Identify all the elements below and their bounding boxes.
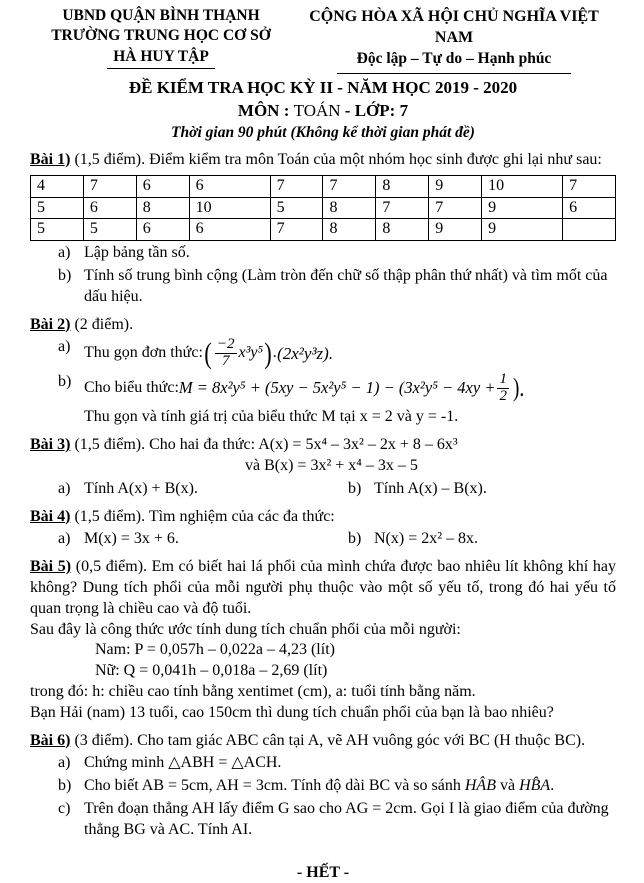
exam-title: ĐỀ KIỂM TRA HỌC KỲ II - NĂM HỌC 2019 - 2020 [128, 77, 518, 97]
exercise-6-item-c [58, 799, 616, 841]
fraction-numerator: −2 [216, 336, 235, 353]
item-text-mid: và [495, 777, 520, 795]
exercise-6-item-b [58, 776, 616, 797]
exercise-6-intro: (3 điểm). Cho tam giác ABC cân tại A, vẽ AH vuông góc với BC (H thuộc BC). [70, 731, 586, 749]
item-text: Tính A(x) + B(x). [84, 479, 198, 497]
item-text: N(x) = 2x² – 8x. [374, 530, 479, 548]
score-cell: 5 [31, 219, 84, 241]
score-cell: 6 [136, 219, 189, 241]
item-label: b) [58, 372, 72, 390]
item-text-pre: Cho biết AB = 5cm, AH = 3cm. Tính độ dài BC và so sánh [84, 777, 465, 795]
score-cell: 10 [482, 175, 563, 197]
exercise-4-intro: (1,5 điểm). Tìm nghiệm của các đa thức: [70, 507, 335, 525]
exercise-1-item-a [58, 243, 616, 264]
angle-notation-1: HÂB [464, 777, 496, 795]
exam-subject-line [30, 100, 616, 122]
monomial-prompt: Thu gọn đơn thức: [84, 344, 203, 362]
score-cell: 8 [136, 197, 189, 219]
national-motto-block [292, 6, 616, 74]
multiply-dot: . [273, 344, 278, 362]
item-text: Trên đoạn thẳng AH lấy điểm G sao cho AG = 2cm. Gọi I là giao điểm của đường thẳng BG và AC. Tính AI. [84, 799, 609, 838]
exercise-2-intro: (2 điểm). [70, 315, 134, 333]
score-cell: 8 [323, 197, 376, 219]
document-header [30, 6, 616, 74]
exercise-5-question: Bạn Hải (nam) 13 tuổi, cao 150cm thì dung tích chuẩn phổi của bạn là bao nhiêu? [30, 703, 554, 721]
score-cell: 8 [376, 175, 429, 197]
exercise-2-item-a [58, 337, 616, 370]
exercise-3-item-a [58, 479, 348, 500]
nation-title: CỘNG HÒA XÃ HỘI CHỦ NGHĨA VIỆT NAM [309, 8, 599, 47]
subject-name: TOÁN [293, 100, 341, 120]
item-text: Tính số trung bình cộng (Làm tròn đến chữ số thập phân thứ nhất) và tìm mốt của dấu hiệu. [84, 266, 608, 305]
subject-label: MÔN : [237, 100, 294, 120]
exercise-4-item-a [58, 529, 348, 550]
score-cell: 9 [429, 175, 482, 197]
item-text [84, 337, 616, 370]
exercise-1-heading [30, 150, 616, 171]
exercise-1-label: Bài 1) [30, 151, 71, 168]
item-text: Tính A(x) – B(x). [374, 479, 487, 497]
score-cell: 9 [482, 219, 563, 241]
monomial-term-2: (2x²y³z). [277, 343, 334, 363]
fraction-denominator: 7 [221, 353, 230, 370]
item-text [84, 776, 616, 797]
exercise-1-item-b [58, 266, 616, 308]
score-table [30, 175, 616, 241]
exercise-3 [30, 435, 616, 499]
expression-prompt: Cho biểu thức: [84, 378, 179, 396]
female-formula: Nữ: Q = 0,041h – 0,018a – 2,69 (lít) [95, 662, 328, 680]
exercise-5 [30, 557, 616, 723]
score-cell: 6 [136, 175, 189, 197]
score-cell: 8 [376, 219, 429, 241]
exercise-6-heading [30, 731, 616, 752]
school-name: HÀ HUY TẬP [107, 47, 215, 69]
item-label: a) [58, 754, 71, 772]
exercise-3-label: Bài 3) [30, 436, 71, 454]
exercise-4-items [58, 529, 616, 550]
item-text: Chứng minh △ABH = △ACH. [84, 754, 282, 772]
angle-notation-2: HB̂A [519, 777, 551, 795]
score-cell: 5 [270, 197, 323, 219]
grade-label: - LỚP: 7 [340, 100, 409, 120]
score-cell: 6 [83, 197, 136, 219]
score-cell: 7 [376, 197, 429, 219]
item-label: a) [58, 244, 71, 262]
close-paren: ) [264, 336, 272, 370]
exam-duration: Thời gian 90 phút (Không kể thời gian phát đề) [171, 123, 475, 141]
item-label: b) [58, 777, 72, 795]
score-cell: 7 [270, 175, 323, 197]
item-text: Lập bảng tần số. [84, 244, 190, 262]
table-row [31, 219, 616, 241]
close-paren: ). [512, 373, 525, 403]
item-text [84, 372, 616, 405]
exercise-6-item-a [58, 753, 616, 774]
score-cell: 9 [482, 197, 563, 219]
exercise-2-note: Thu gọn và tính giá trị của biểu thức M tại x = 2 và y = -1. [84, 408, 459, 426]
end-marker: - HẾT - [296, 863, 350, 881]
score-cell: 7 [323, 175, 376, 197]
exercise-5-label: Bài 5) [30, 558, 72, 576]
fraction-numerator: 1 [499, 370, 507, 387]
item-text-end: . [550, 777, 555, 795]
issuing-authority-block [30, 6, 292, 74]
exercise-2 [30, 315, 616, 429]
exercise-2-heading [30, 315, 616, 336]
fraction [497, 372, 509, 405]
monomial-formula [203, 337, 333, 370]
expression-formula [179, 372, 526, 405]
variables-note: trong đó: h: chiều cao tính bằng xentimet (cm), a: tuổi tính bằng năm. [30, 682, 476, 700]
exercise-3-heading [30, 435, 616, 456]
score-cell: 7 [429, 197, 482, 219]
exercise-5-paragraph [30, 557, 616, 619]
score-cell [563, 219, 616, 241]
exercise-4-label: Bài 4) [30, 507, 71, 525]
score-cell: 5 [83, 219, 136, 241]
score-cell: 4 [31, 175, 84, 197]
exercise-4 [30, 507, 616, 551]
exercise-2-label: Bài 2) [30, 315, 71, 333]
item-label: b) [348, 530, 362, 548]
score-cell: 7 [83, 175, 136, 197]
authority-line-2: TRƯỜNG TRUNG HỌC CƠ SỞ [51, 27, 271, 45]
table-row [31, 175, 616, 197]
item-label: b) [348, 479, 362, 497]
fraction [215, 337, 237, 370]
exercise-2-item-b [58, 372, 616, 405]
score-cell: 10 [189, 197, 270, 219]
table-row [31, 197, 616, 219]
expression-body: M = 8x²y⁵ + (5xy − 5x²y⁵ − 1) − (3x²y⁵ − 4xy + [178, 378, 496, 398]
authority-line-1: UBND QUẬN BÌNH THẠNH [62, 7, 260, 24]
score-cell: 7 [563, 175, 616, 197]
fraction-denominator: 2 [499, 387, 507, 404]
exercise-1-intro: (1,5 điểm). Điểm kiểm tra môn Toán của một nhóm học sinh được ghi lại như sau: [70, 151, 602, 168]
item-label: a) [58, 338, 71, 356]
score-cell: 9 [429, 219, 482, 241]
item-label: a) [58, 530, 71, 548]
exercise-5-line2: Sau đây là công thức ước tính dung tích chuẩn phổi của mỗi người: [30, 620, 461, 638]
open-paren: ( [204, 336, 212, 370]
exercise-4-item-b [348, 529, 478, 550]
item-label: a) [58, 479, 71, 497]
exercise-3-item-b [348, 479, 487, 500]
exercise-6-label: Bài 6) [30, 731, 71, 749]
score-cell: 6 [189, 219, 270, 241]
exercise-5-intro: (0,5 điểm). Em có biết hai lá phổi của mình chứa được bao nhiêu lít không khí hay không? Dung tích phổi của mỗi người phụ thuộc vào một số yếu tố, trong đó hai yếu tố quan trọng là chiều cao và độ tuổi. [30, 558, 616, 617]
score-cell: 6 [189, 175, 270, 197]
item-label: b) [58, 266, 72, 284]
exercise-3-items [58, 479, 616, 500]
male-formula: Nam: P = 0,057h – 0,022a – 4,23 (lít) [95, 641, 335, 659]
score-cell: 8 [323, 219, 376, 241]
exercise-4-heading [30, 507, 616, 528]
exercise-3-intro: (1,5 điểm). Cho hai đa thức: A(x) = 5x⁴ – 3x² – 2x + 8 – 6x³ [70, 436, 458, 454]
score-cell: 7 [270, 219, 323, 241]
item-label: c) [58, 799, 71, 817]
motto-line: Độc lập – Tự do – Hạnh phúc [337, 49, 572, 73]
score-cell: 5 [31, 197, 84, 219]
exercise-6 [30, 731, 616, 841]
item-text: M(x) = 3x + 6. [84, 530, 179, 548]
monomial-term-1: x³y⁵ [238, 344, 264, 362]
exercise-1 [30, 150, 616, 308]
score-cell: 6 [563, 197, 616, 219]
polynomial-b-line: và B(x) = 3x² + x⁴ – 3x – 5 [245, 456, 418, 474]
